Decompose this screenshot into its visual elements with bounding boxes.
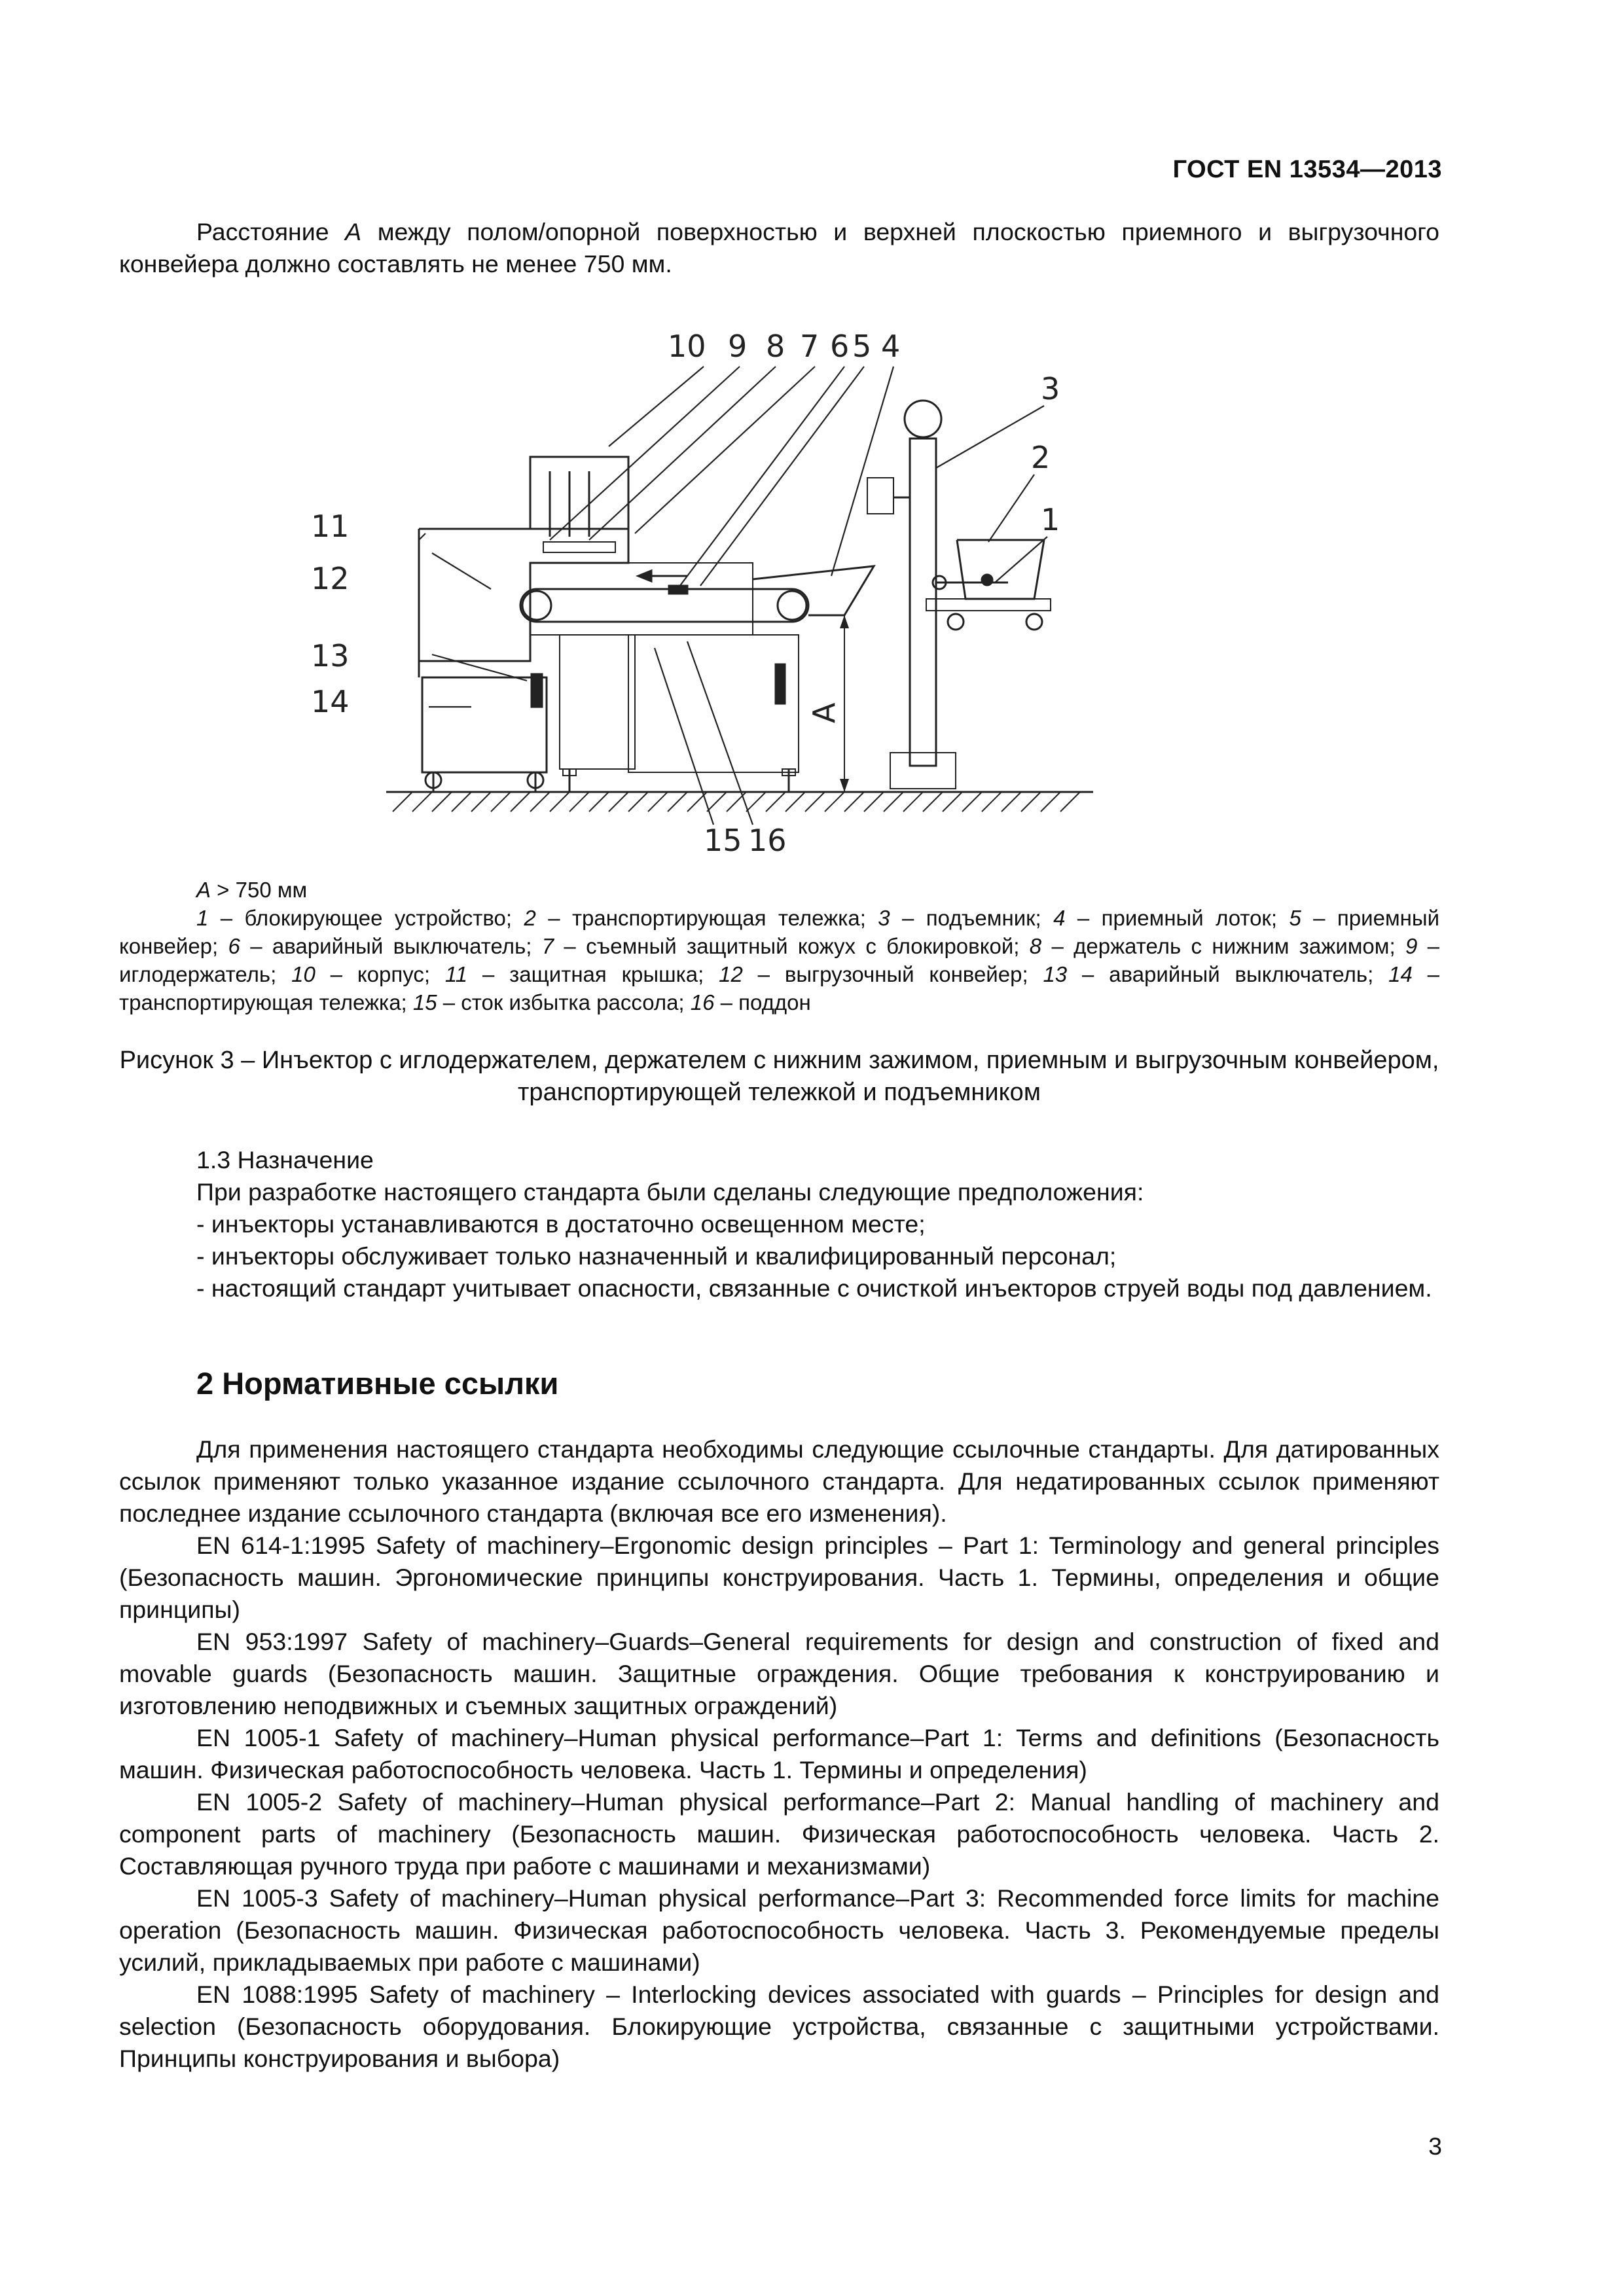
fig-label-11: 11: [311, 509, 350, 544]
intro-text-a: Расстояние: [196, 218, 346, 245]
fig-label-16: 16: [748, 823, 787, 858]
reference-item: EN 1005-1 Safety of machinery–Human physical performance–Part 1: Terms and definitions (Безопасность машин. Физическая работоспособность человека. Часть 1. Термины и определения): [119, 1724, 1439, 1784]
figure-condition: А > 750 мм: [196, 878, 308, 902]
injector-figure: [281, 308, 1119, 870]
reference-item: EN 953:1997 Safety of machinery–Guards–General requirements for design and construction of fixed and movable guards (Безопасность машин. Защитные ограждения. Общие требования к конструированию и изготовлению неподвижных и съемных защитных ограждений): [119, 1628, 1439, 1719]
legend-text: – транспортирующая тележка;: [535, 906, 878, 930]
intro-paragraph: [119, 216, 1439, 280]
legend-number: 3: [878, 906, 890, 930]
legend-text: – корпус;: [315, 962, 445, 986]
legend-text: – транспортирующая тележка;: [119, 962, 1439, 1014]
legend-number: 7: [541, 934, 554, 958]
legend-number: 10: [291, 962, 316, 986]
section-1-3-item: - инъекторы устанавливаются в достаточно освещенном месте;: [196, 1210, 926, 1238]
fig-label-6: 6: [830, 329, 850, 364]
legend-number: 13: [1043, 962, 1068, 986]
legend-number: 6: [228, 934, 240, 958]
figure-legend-items: [119, 904, 1439, 1016]
legend-number: 8: [1029, 934, 1042, 958]
legend-number: 1: [196, 906, 209, 930]
lift-head: [905, 401, 941, 437]
lift-column-3: [910, 439, 936, 766]
reference-item: EN 1088:1995 Safety of machinery – Interlocking devices associated with guards – Principles for design and selection (Безопасность оборудования. Блокирующие устройства, связанные с защитными устройствами. Принципы конструирования и выбора): [119, 1981, 1439, 2072]
legend-text: – подъемник;: [890, 906, 1054, 930]
legend-number: 9: [1405, 934, 1418, 958]
figure-caption: Рисунок 3 – Инъектор с иглодержателем, держателем с нижним зажимом, приемным и выгрузочным конвейером, транспортирующей тележкой и подъемником: [119, 1047, 1439, 1106]
legend-number: 2: [524, 906, 536, 930]
legend-number: 5: [1289, 906, 1301, 930]
fig-label-13: 13: [311, 638, 350, 673]
leader-lines: [419, 367, 1047, 825]
legend-text: – приемный конвейер;: [119, 906, 1440, 958]
fig-label-3: 3: [1041, 371, 1060, 406]
fig-label-A: А: [806, 702, 842, 723]
legend-number: 15: [412, 990, 437, 1014]
legend-text: – защитная крышка;: [467, 962, 719, 986]
intro-variable: А: [345, 218, 362, 245]
legend-text: – сток избытка рассола;: [437, 990, 691, 1014]
intro-text-b: между полом/опорной поверхностью и верхней плоскостью приемного и выгрузочного конвейера должно составлять не менее 750 мм.: [119, 218, 1439, 278]
section-1-3-lead: При разработке настоящего стандарта были сделаны следующие предположения:: [196, 1178, 1144, 1206]
legend-text: – блокирующее устройство;: [208, 906, 524, 930]
fig-label-9: 9: [728, 329, 748, 364]
legend-text: – съемный защитный кожух с блокировкой;: [554, 934, 1030, 958]
legend-text: – выгрузочный конвейер;: [742, 962, 1043, 986]
figure-legend: [119, 876, 1439, 1016]
fig-label-10: 10: [668, 329, 706, 364]
section-2-heading: 2 Нормативные ссылки: [196, 1366, 559, 1401]
trolley-14: [422, 677, 547, 772]
reference-item: EN 614-1:1995 Safety of machinery–Ergonomic design principles – Part 1: Terminology and general principles (Безопасность машин. Эргономические принципы конструирования. Часть 1. Термины, определения и общие принципы): [119, 1532, 1439, 1623]
fig-label-7: 7: [800, 329, 820, 364]
legend-number: 11: [444, 962, 468, 986]
legend-text: – аварийный выключатель;: [240, 934, 542, 958]
fig-label-15: 15: [704, 823, 742, 858]
document-header: ГОСТ EN 13534—2013: [1172, 156, 1442, 183]
fig-label-4: 4: [881, 329, 901, 364]
tray-16: [628, 635, 799, 772]
legend-text: – поддон: [714, 990, 811, 1014]
fig-label-8: 8: [766, 329, 785, 364]
reference-item: EN 1005-2 Safety of machinery–Human physical performance–Part 2: Manual handling of machinery and component parts of machinery (Безопасность машин. Физическая работоспособность человека. Часть 2. Составляющая ручного труда при работе с машинами и механизмами): [119, 1788, 1439, 1880]
section-2-body: [119, 1433, 1439, 2075]
legend-number: 4: [1053, 906, 1066, 930]
section-1-3: [119, 1144, 1439, 1304]
legend-text: – приемный лоток;: [1065, 906, 1290, 930]
fig-label-12: 12: [311, 561, 350, 596]
legend-text: – иглодержатель;: [119, 934, 1439, 986]
reference-item: EN 1005-3 Safety of machinery–Human physical performance–Part 3: Recommended force limits for machine operation (Безопасность машин. Физическая работоспособность человека. Часть 3. Рекомендуемые пределы усилий, прикладываемых при работе с машинами): [119, 1884, 1439, 1976]
fig-label-1: 1: [1041, 502, 1060, 537]
section-1-3-title: 1.3 Назначение: [196, 1146, 374, 1174]
legend-number: 12: [719, 962, 743, 986]
transport-trolley-2: [957, 540, 1044, 599]
fig-label-2: 2: [1031, 440, 1051, 475]
section-2-intro: Для применения настоящего стандарта необходимы следующие ссылочные стандарты. Для датированных ссылок применяют только указанное издание ссылочного стандарта. Для недатированных ссылок применяют последнее издание ссылочного стандарта (включая все его изменения).: [119, 1435, 1439, 1527]
legend-number: 16: [690, 990, 715, 1014]
receiving-chute-4: [753, 566, 874, 615]
fig-label-5: 5: [852, 329, 872, 364]
conveyor-belt: [520, 589, 808, 622]
legend-text: – держатель с нижним зажимом;: [1041, 934, 1405, 958]
ground-hatching: [393, 792, 1080, 812]
legend-text: – аварийный выключатель;: [1067, 962, 1389, 986]
section-1-3-item: - настоящий стандарт учитывает опасности, связанные с очисткой инъекторов струей воды под давлением.: [196, 1274, 1432, 1302]
fig-label-14: 14: [311, 684, 350, 719]
section-1-3-item: - инъекторы обслуживает только назначенный и квалифицированный персонал;: [196, 1242, 1117, 1270]
legend-number: 14: [1388, 962, 1413, 986]
page-number: 3: [1428, 2132, 1442, 2160]
